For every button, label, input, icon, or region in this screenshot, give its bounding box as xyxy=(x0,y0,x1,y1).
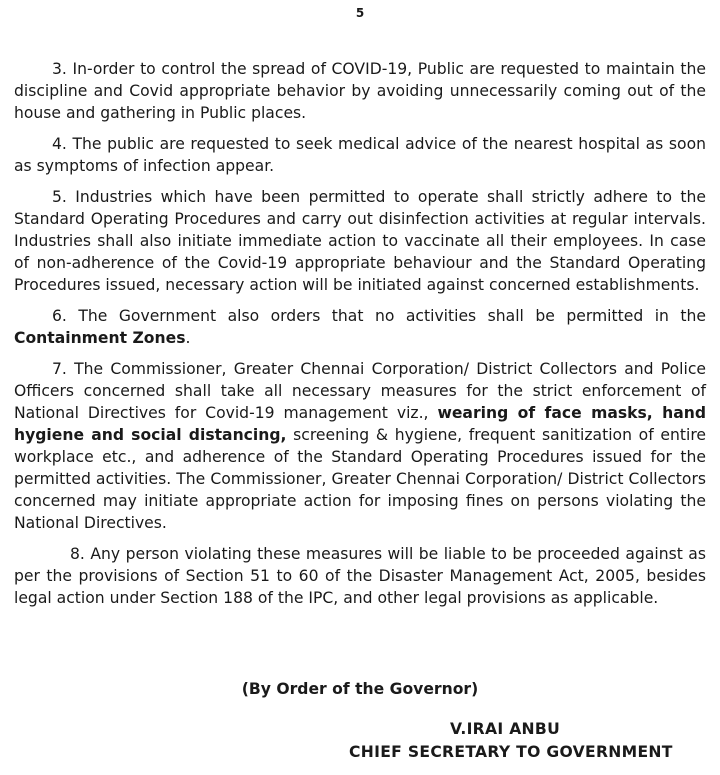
paragraph-7 xyxy=(14,358,706,534)
paragraph-6-text: 6. The Government also orders that no activities shall be permitted in the xyxy=(52,307,706,325)
by-order-line: (By Order of the Governor) xyxy=(241,680,479,698)
page-number: 5 xyxy=(355,6,365,20)
containment-zones-emphasis: Containment Zones xyxy=(14,329,186,347)
paragraph-4: 4. The public are requested to seek medical advice of the nearest hospital as soon as symptoms of infection appear. xyxy=(14,135,706,175)
paragraph-8: 8. Any person violating these measures will be liable to be proceeded against as per the provisions of Section 51 to 60 of the Disaster Management Act, 2005, besides legal action under Section 188 of the IPC, and other legal provisions as applicable. xyxy=(14,545,706,607)
paragraph-5: 5. Industries which have been permitted to operate shall strictly adhere to the Standard Operating Procedures and carry out disinfection activities at regular intervals. Industries shall also initiate immediate action to vaccinate all their employees. In case of non-adherence of the Covid-19 appropriate behaviour and the Standard Operating Procedures issued, necessary action will be initiated against concerned establishments. xyxy=(14,188,706,294)
paragraph-6 xyxy=(14,305,706,349)
covid-measures-emphasis: wearing of face masks, hand hygiene and social distancing, xyxy=(14,404,706,444)
paragraph-3: 3. In-order to control the spread of COVID-19, Public are requested to maintain the discipline and Covid appropriate behavior by avoiding unnecessarily coming out of the house and gathering in Public places. xyxy=(14,60,706,122)
signatory-title: CHIEF SECRETARY TO GOVERNMENT xyxy=(349,743,673,761)
paragraph-7-text-end: screening & hygiene, frequent sanitization of entire workplace etc., and adherence of the Standard Operating Procedures issued for the permitted activities. The Commissioner, Greater Chennai Corporation/ District Collectors concerned may initiate appropriate action for imposing fines on persons violating the National Directives. xyxy=(14,426,706,532)
paragraph-6-end: . xyxy=(185,329,191,347)
document-body xyxy=(14,58,706,618)
signatory-name: V.IRAI ANBU xyxy=(450,720,561,738)
paragraph-7-text-start: 7. The Commissioner, Greater Chennai Corporation/ District Collectors and Police Officers concerned shall take all necessary measures for the strict enforcement of National Directives for Covid-19 management viz., xyxy=(14,360,706,422)
